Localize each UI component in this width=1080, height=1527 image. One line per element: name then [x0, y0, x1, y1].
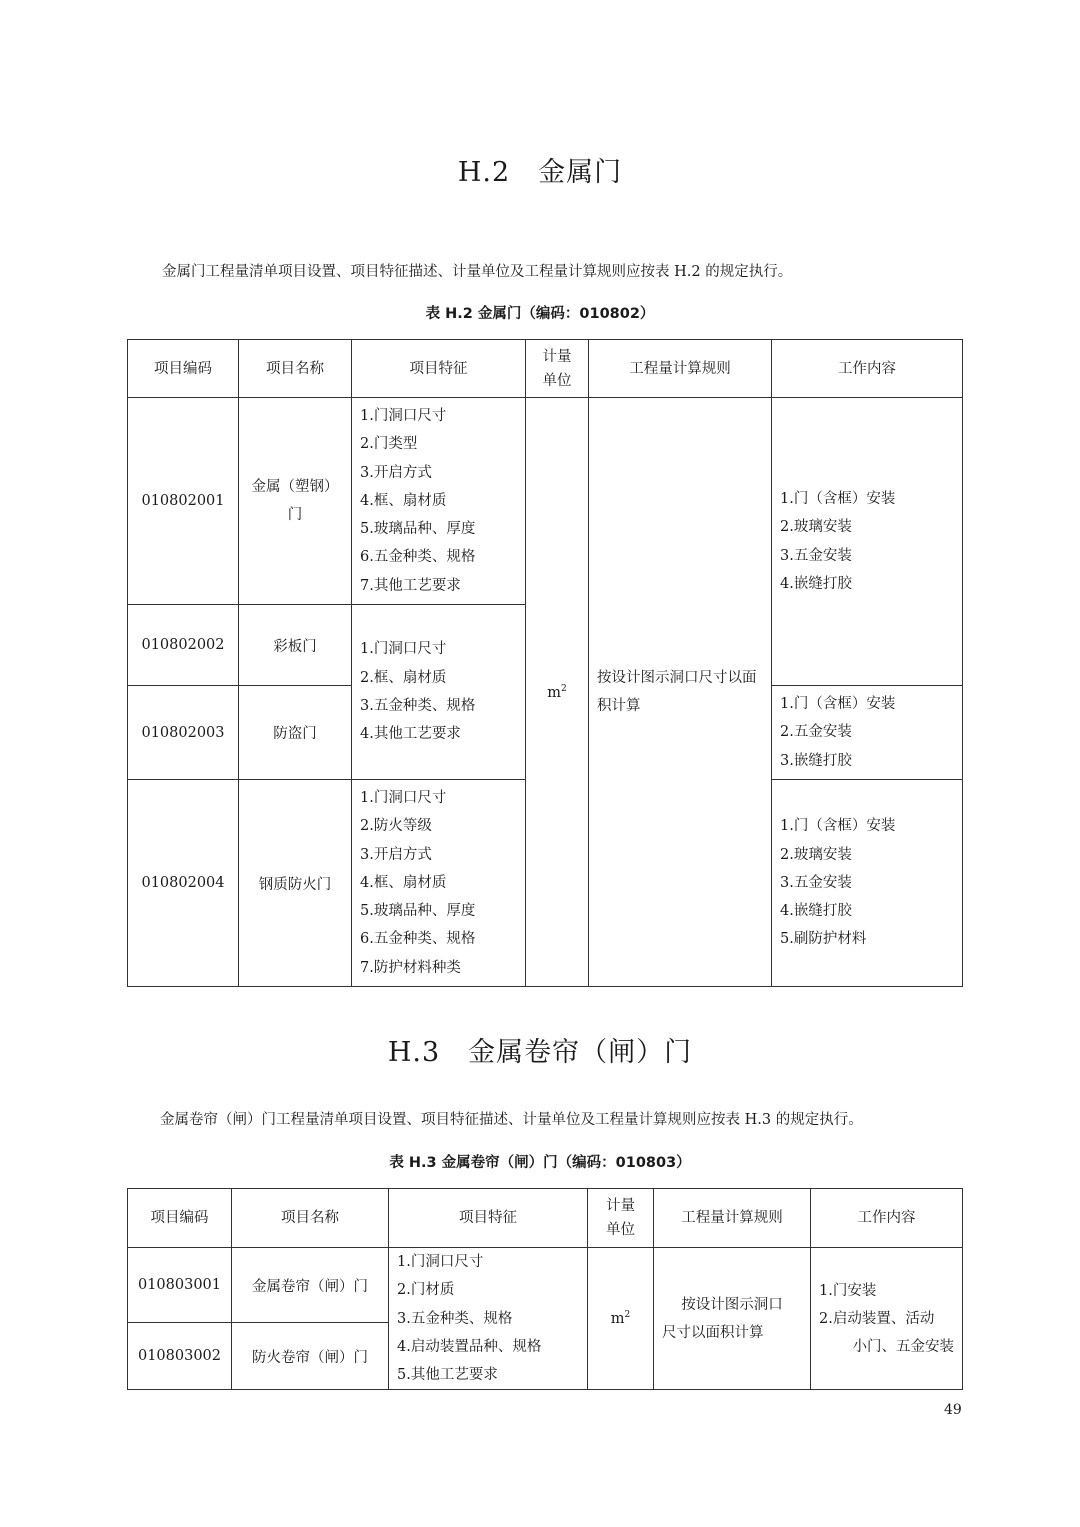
feature-item: 4.启动装置品种、规格 [397, 1338, 542, 1355]
header-name: 项目名称 [239, 340, 352, 398]
table-h3 [127, 1188, 963, 1390]
feature-item: 3.五金种类、规格 [397, 1310, 513, 1327]
work-item: 2.玻璃安装 [780, 519, 852, 536]
feature-item: 5.玻璃品种、厚度 [360, 521, 476, 538]
header-unit-line2: 单位 [606, 1222, 635, 1238]
item-code: 010802002 [128, 605, 239, 686]
calc-rule: 按设计图示洞口尺寸以面积计算 [589, 398, 772, 987]
work-item: 小门、五金安装 [852, 1338, 954, 1355]
header-rule: 工程量计算规则 [654, 1189, 811, 1248]
feature-list [352, 398, 526, 605]
item-code: 010802003 [128, 686, 239, 780]
feature-list [352, 779, 526, 986]
item-name: 防火卷帘（闸）门 [232, 1323, 389, 1390]
feature-item: 3.开启方式 [360, 846, 432, 863]
work-list [772, 686, 963, 780]
feature-item: 2.防火等级 [360, 818, 432, 835]
feature-item: 4.框、扇材质 [360, 874, 447, 891]
unit-base: m [547, 684, 561, 701]
work-list [772, 398, 963, 686]
calc-rule-line1: 按设计图示洞口 [681, 1296, 783, 1313]
feature-item: 2.门材质 [397, 1282, 455, 1299]
unit-base: m [610, 1311, 625, 1328]
header-code: 项目编码 [128, 340, 239, 398]
feature-item: 1.门洞口尺寸 [360, 789, 447, 806]
feature-item: 6.五金种类、规格 [360, 549, 476, 566]
feature-item: 2.门类型 [360, 436, 418, 453]
header-unit-line1: 计量 [542, 348, 572, 365]
work-list [811, 1248, 963, 1390]
header-name: 项目名称 [232, 1189, 389, 1248]
table-caption-h3: 表 H.3 金属卷帘（闸）门（编码：010803） [389, 1155, 691, 1171]
feature-item: 1.门洞口尺寸 [397, 1254, 484, 1270]
work-item: 1.门安装 [819, 1282, 877, 1299]
feature-item: 7.防护材料种类 [360, 959, 461, 976]
feature-item: 3.五金种类、规格 [360, 698, 476, 715]
unit-exponent: 2 [624, 1310, 631, 1321]
feature-item: 3.开启方式 [360, 464, 432, 481]
header-features: 项目特征 [352, 340, 526, 398]
calc-rule-line2: 尺寸以面积计算 [662, 1324, 764, 1341]
work-list [772, 779, 963, 986]
item-name: 彩板门 [239, 605, 352, 686]
header-unit [588, 1189, 654, 1248]
feature-list [389, 1248, 588, 1390]
feature-item: 4.框、扇材质 [360, 492, 447, 509]
unit-cell [526, 398, 589, 987]
work-item: 3.五金安装 [780, 874, 852, 891]
work-item: 1.门（含框）安装 [780, 696, 896, 713]
unit-cell [588, 1248, 654, 1390]
work-item: 1.门（含框）安装 [780, 490, 896, 507]
feature-list [352, 605, 526, 780]
section-title-h3: H.3 金属卷帘（闸）门 [387, 1037, 693, 1068]
item-name: 钢质防火门 [239, 779, 352, 986]
table-h2 [127, 339, 963, 987]
header-unit-line2: 单位 [542, 372, 572, 389]
header-features: 项目特征 [389, 1189, 588, 1248]
work-item: 2.玻璃安装 [780, 846, 852, 863]
header-work: 工作内容 [772, 340, 963, 398]
work-item: 4.嵌缝打胶 [780, 903, 852, 920]
feature-item: 7.其他工艺要求 [360, 577, 461, 594]
work-item: 2.启动装置、活动 [819, 1310, 935, 1327]
unit-exponent: 2 [561, 683, 567, 694]
item-code: 010802001 [128, 398, 239, 605]
work-item: 4.嵌缝打胶 [780, 575, 852, 592]
header-rule: 工程量计算规则 [589, 340, 772, 398]
item-code: 010803001 [128, 1248, 232, 1323]
work-item: 3.嵌缝打胶 [780, 752, 852, 769]
feature-item: 5.其他工艺要求 [397, 1367, 498, 1384]
table-header-row [128, 340, 963, 398]
item-code: 010803002 [128, 1323, 232, 1390]
feature-item: 1.门洞口尺寸 [360, 641, 447, 658]
item-name-line1: 金属（塑钢） [251, 479, 339, 496]
feature-item: 5.玻璃品种、厚度 [360, 903, 476, 920]
item-name [239, 398, 352, 605]
feature-item: 1.门洞口尺寸 [360, 408, 447, 424]
item-code: 010802004 [128, 779, 239, 986]
feature-item: 6.五金种类、规格 [360, 931, 476, 948]
header-code: 项目编码 [128, 1189, 232, 1248]
section-intro-h2: 金属门工程量清单项目设置、项目特征描述、计量单位及工程量计算规则应按表 H.2 的规定执行。 [162, 264, 793, 280]
feature-item: 4.其他工艺要求 [360, 726, 461, 743]
work-item: 5.刷防护材料 [780, 931, 867, 948]
section-intro-h3: 金属卷帘（闸）门工程量清单项目设置、项目特征描述、计量单位及工程量计算规则应按表 H.3 的规定执行。 [160, 1112, 863, 1128]
table-row [128, 398, 963, 605]
item-name-line2: 门 [287, 507, 303, 524]
header-unit-line1: 计量 [606, 1198, 635, 1214]
feature-item: 2.框、扇材质 [360, 669, 447, 686]
header-unit [526, 340, 589, 398]
calc-rule [654, 1248, 811, 1390]
header-work: 工作内容 [811, 1189, 963, 1248]
item-name: 防盗门 [239, 686, 352, 780]
table-caption-h2: 表 H.2 金属门（编码：010802） [425, 306, 655, 322]
table-header-row [128, 1189, 963, 1248]
item-name: 金属卷帘（闸）门 [232, 1248, 389, 1323]
page-number: 49 [944, 1402, 962, 1418]
section-title-h2: H.2 金属门 [457, 157, 623, 188]
table-row [128, 1248, 963, 1323]
work-item: 2.五金安装 [780, 724, 852, 741]
work-item: 1.门（含框）安装 [780, 818, 896, 835]
work-item: 3.五金安装 [780, 547, 852, 564]
